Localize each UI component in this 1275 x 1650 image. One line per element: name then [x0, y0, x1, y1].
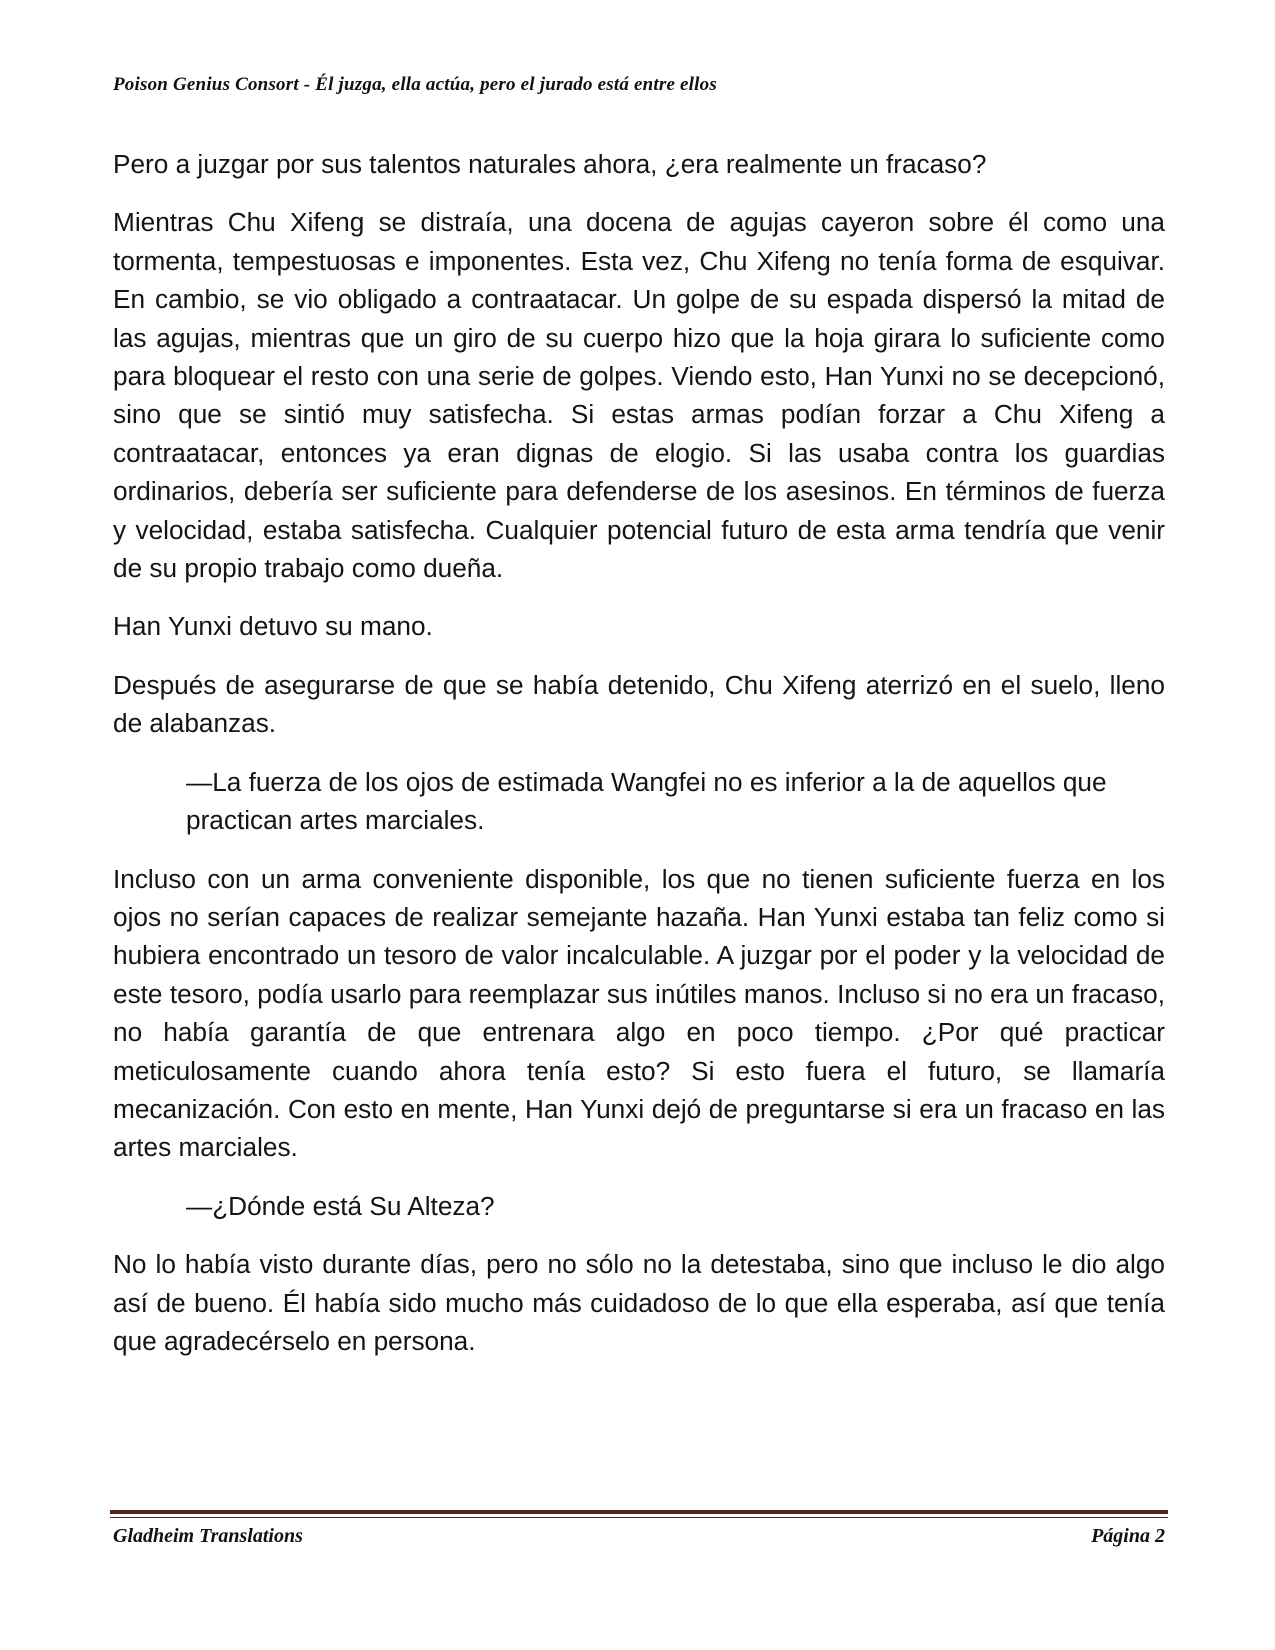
dialogue-line: —¿Dónde está Su Alteza? [186, 1190, 495, 1221]
footer-divider-thin [110, 1517, 1168, 1518]
footer-publisher: Gladheim Translations [113, 1525, 303, 1547]
dialogue-line: —La fuerza de los ojos de estimada Wangfei no es inferior a la de aquellos que practican artes marciales. [186, 766, 1107, 836]
paragraph: Pero a juzgar por sus talentos naturales ahora, ¿era realmente un fracaso? [113, 149, 987, 179]
paragraph: Mientras Chu Xifeng se distraía, una docena de agujas cayeron sobre él como una tormenta, tempestuosas e imponentes. Esta vez, Chu Xifeng no tenía forma de esquivar. En cambio, se vio obligado a contraatacar. Un golpe de su espada dispersó la mitad de las agujas, mientras que un giro de su cuerpo hizo que la hoja girara lo suficiente como para bloquear el resto con una serie de golpes. Viendo esto, Han Yunxi no se decepcionó, sino que se sintió muy satisfecha. Si estas armas podían forzar a Chu Xifeng a contraatacar, entonces ya eran dignas de elogio. Si las usaba contra los guardias ordinarios, debería ser suficiente para defenderse de los asesinos. En términos de fuerza y velocidad, estaba satisfecha. Cualquier potencial futuro de esta arma tendría que venir de su propio trabajo como dueña. [113, 207, 1165, 584]
document-body [113, 145, 1165, 1380]
page-header-title: Poison Genius Consort - Él juzga, ella actúa, pero el jurado está entre ellos [113, 74, 717, 95]
footer-page-number: Página 2 [1091, 1525, 1165, 1547]
paragraph: No lo había visto durante días, pero no sólo no la detestaba, sino que incluso le dio algo así de bueno. Él había sido mucho más cuidadoso de lo que ella esperaba, así que tenía que agradecérselo en persona. [113, 1249, 1165, 1356]
paragraph: Han Yunxi detuvo su mano. [113, 611, 433, 642]
footer-divider-thick [110, 1510, 1168, 1514]
paragraph: Después de asegurarse de que se había detenido, Chu Xifeng aterrizó en el suelo, lleno de alabanzas. [113, 669, 1165, 739]
paragraph: Incluso con un arma conveniente disponible, los que no tienen suficiente fuerza en los ojos no serían capaces de realizar semejante hazaña. Han Yunxi estaba tan feliz como si hubiera encontrado un tesoro de valor incalculable. A juzgar por el poder y la velocidad de este tesoro, podía usarlo para reemplazar sus inútiles manos. Incluso si no era un fracaso, no había garantía de que entrenara algo en poco tiempo. ¿Por qué practicar meticulosamente cuando ahora tenía esto? Si esto fuera el futuro, se llamaría mecanización. Con esto en mente, Han Yunxi dejó de preguntarse si era un fracaso en las artes marciales. [113, 863, 1165, 1163]
